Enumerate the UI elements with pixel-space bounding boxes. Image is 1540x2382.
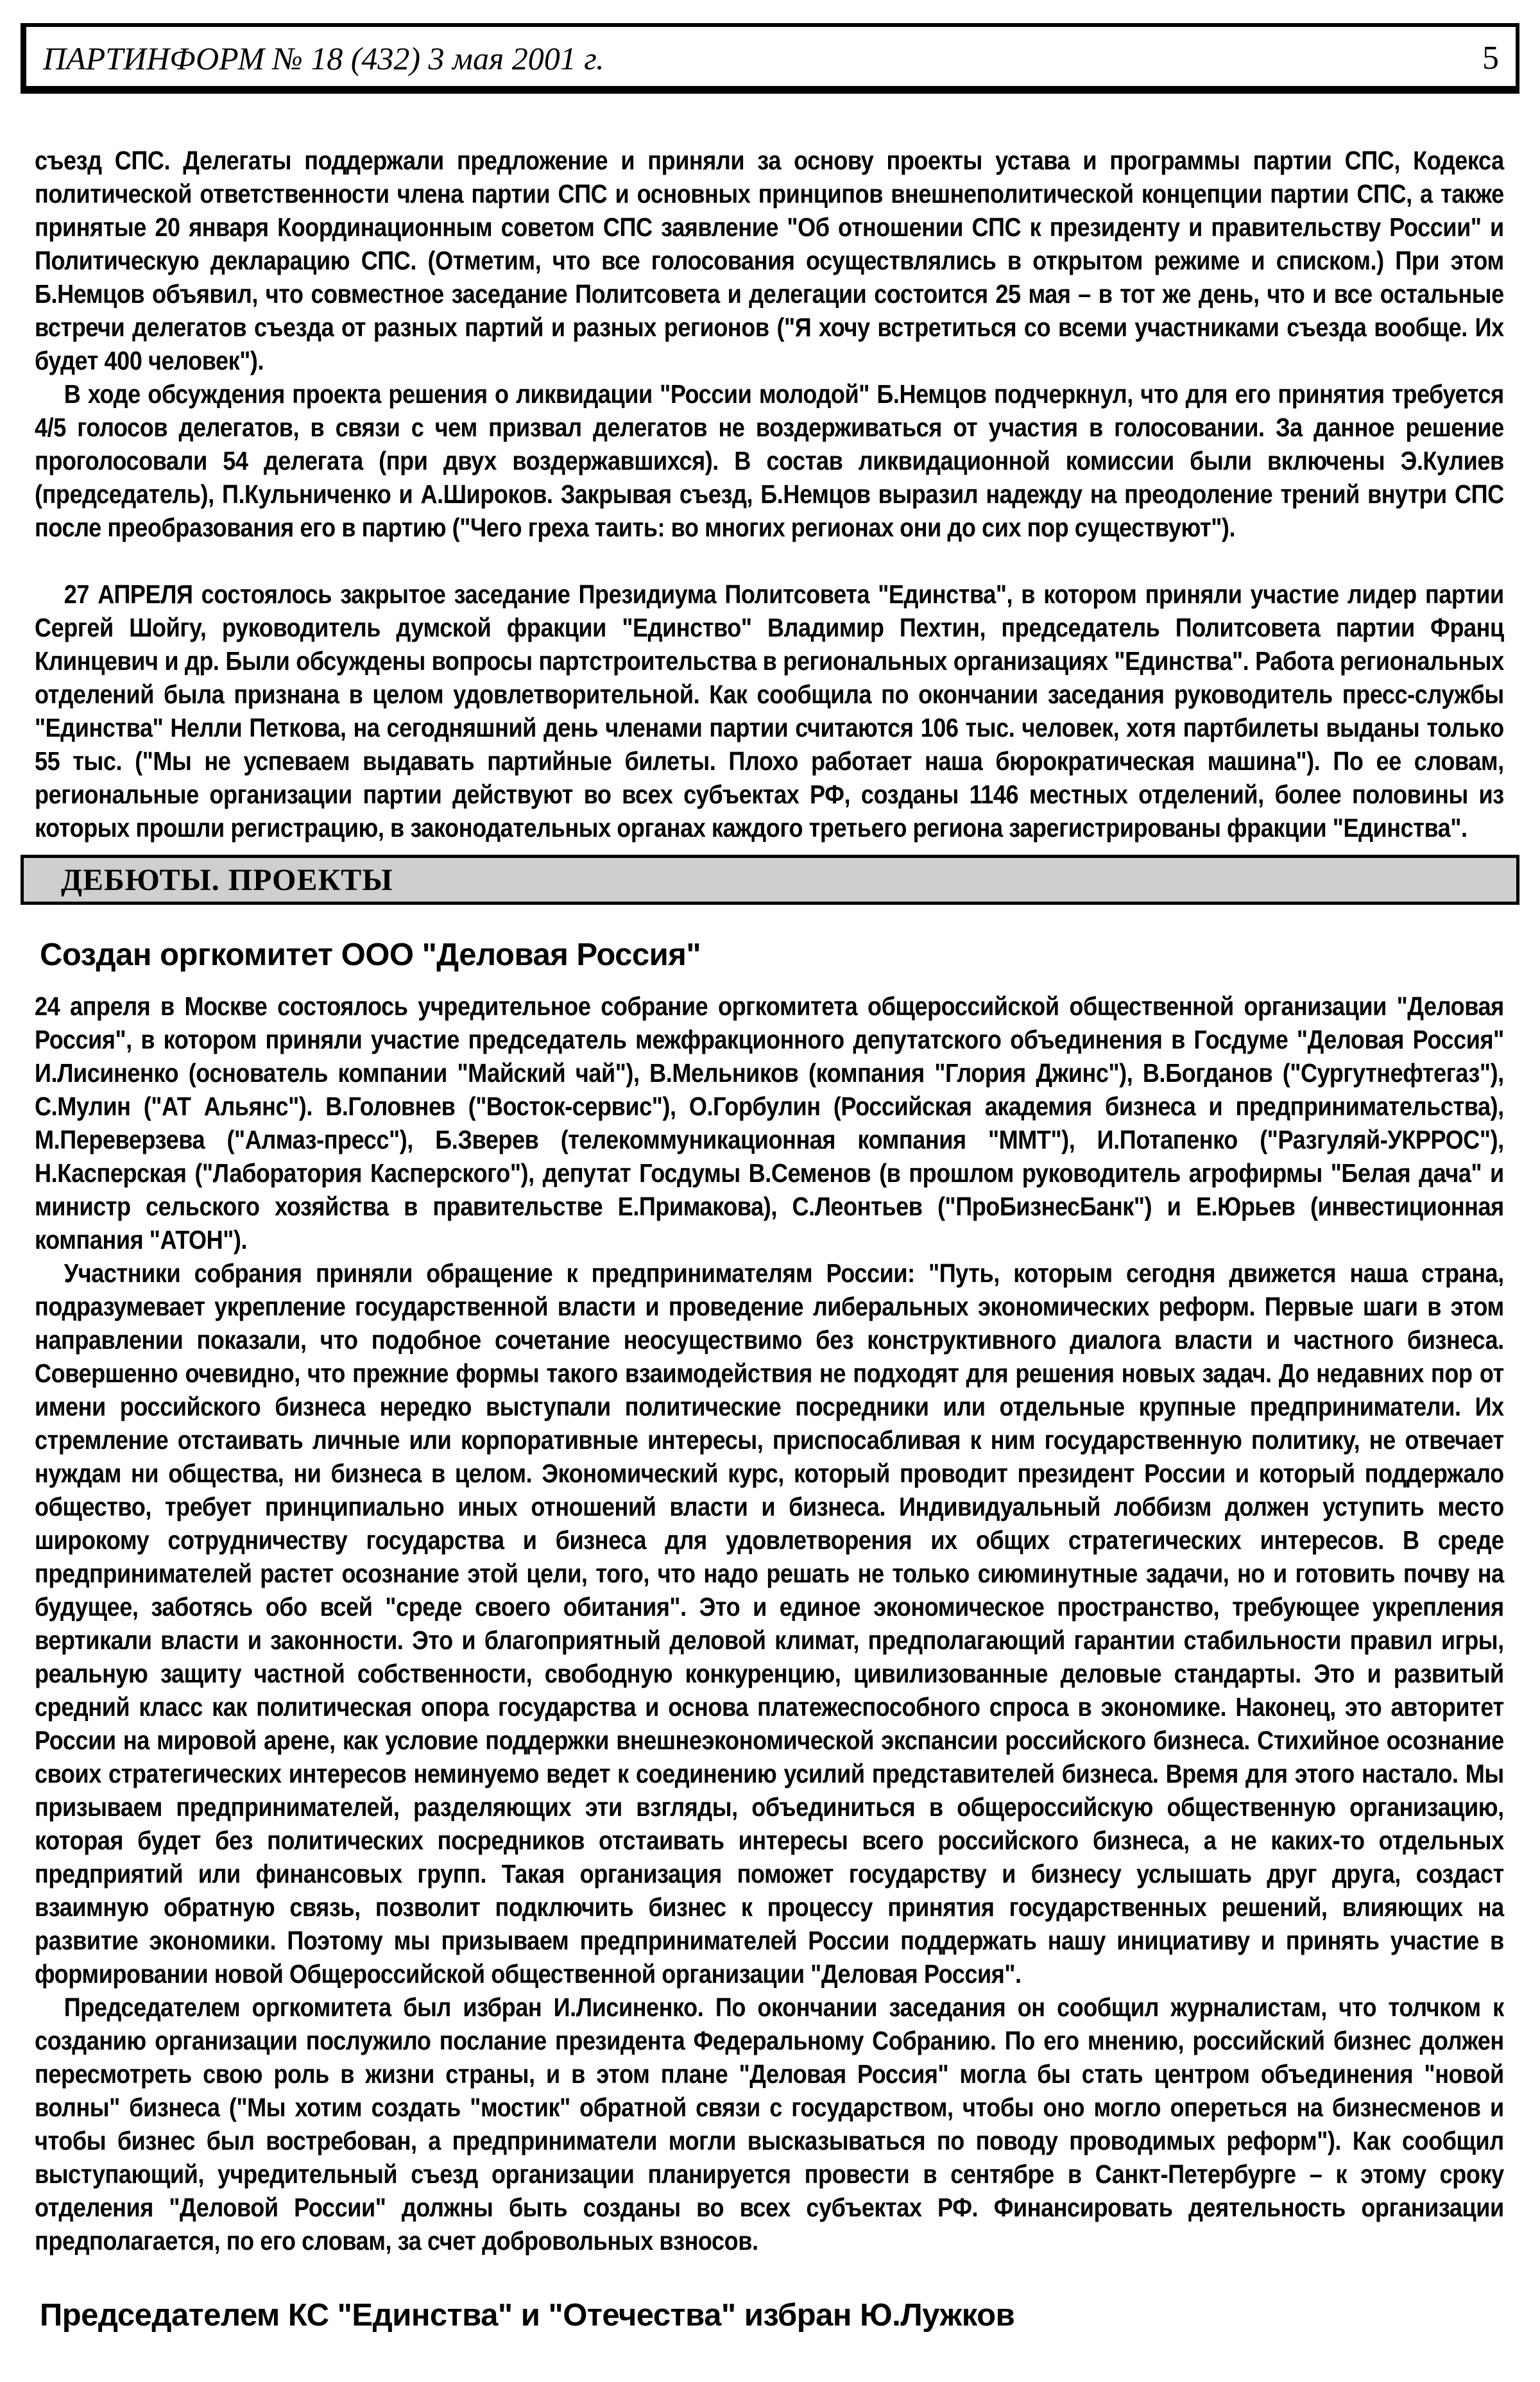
article-title-delovaya-rossiya: Создан оргкомитет ООО "Деловая Россия" [40, 938, 701, 972]
section-header-bar [21, 855, 1519, 905]
newsletter-title: ПАРТИНФОРМ № 18 (432) 3 мая 2001 г. [43, 40, 604, 76]
masthead [21, 23, 1519, 94]
page-body [35, 144, 1505, 844]
section-title: ДЕБЮТЫ. ПРОЕКТЫ [61, 862, 393, 897]
paragraph-founding-meeting: 24 апреля в Москве состоялось учредительное собрание оргкомитета общероссийской общественной организации "Деловая Россия", в котором приняли участие председатель межфракционного депутатского объединения в Госдуме "Деловая Россия" И.Лисиненко (основатель компании "Майский чай"), В.Мельников (компания "Глория Джинс"), В.Богданов ("Сургутнефтегаз"), С.Мулин ("АТ Альянс"). В.Головнев ("Восток-сервис"), О.Горбулин (Российская академия бизнеса и предпринимательства), М.Переверзева ("Алмаз-пресс"), Б.Зверев (телекоммуникационная компания "ММТ"), И.Потапенко ("Разгуляй-УКРРОС"), Н.Касперская ("Лаборатория Касперского"), депутат Госдумы В.Семенов (в прошлом руководитель агрофирмы "Белая дача" и министр сельского хозяйства в правительстве Е.Примакова), С.Леонтьев ("ПроБизнесБанк") и Е.Юрьев (инвестиционная компания "АТОН"). [35, 991, 1504, 1255]
page-number: 5 [1482, 40, 1499, 76]
article-title-luzhkov: Председателем КС "Единства" и "Отечества" избран Ю.Лужков [40, 2298, 1015, 2333]
paragraph-sps-congress: съезд СПС. Делегаты поддержали предложение и приняли за основу проекты устава и программы партии СПС, Кодекса политической ответственности члена партии СПС и основных принципов внешнеполитической концепции партии СПС, а также принятые 20 января Координационным советом СПС заявление "Об отношении СПС к президенту и правительству России" и Политическую декларацию СПС. (Отметим, что все голосования осуществлялись в открытом режиме и списком.) При этом Б.Немцов объявил, что совместное заседание Политсовета и делегации состоится 25 мая – в тот же день, что и все остальные встречи делегатов съезда от разных партий и разных регионов ("Я хочу встретиться со всеми участниками съезда вообще. Их будет 400 человек"). [35, 146, 1504, 375]
paragraph-rossiya-molodaya-liquidation: В ходе обсуждения проекта решения о ликвидации "России молодой" Б.Немцов подчеркнул, что для его принятия требуется 4/5 голосов делегатов, в связи с чем призвал делегатов не воздерживаться от участия в голосовании. За данное решение проголосовали 54 делегата (при двух воздержавшихся). В состав ликвидационной комиссии были включены Э.Кулиев (председатель), П.Кульниченко и А.Широков. Закрывая съезд, Б.Немцов выразил надежду на преодоление трений внутри СПС после преобразования его в партию ("Чего греха таить: во многих регионах они до сих пор существуют"). [35, 379, 1504, 542]
article-body [35, 990, 1505, 2258]
paragraph-lisinenko-chairman: Председателем оргкомитета был избран И.Лисиненко. По окончании заседания он сообщил журналистам, что толчком к созданию организации послужило послание президента Федеральному Собранию. По его мнению, российский бизнес должен пересмотреть свою роль в жизни страны, и в этом плане "Деловая Россия" могла бы стать центром объединения "новой волны" бизнеса ("Мы хотим создать "мостик" обратной связи с государством, чтобы оно могло опереться на бизнесменов и чтобы бизнес был востребован, а предприниматели могли высказываться по поводу проводимых реформ"). Как сообщил выступающий, учредительный съезд организации планируется провести в сентябре в Санкт-Петербурге – к этому сроку отделения "Деловой России" должны быть созданы во всех субъектах РФ. Финансировать деятельность организации предполагается, по его словам, за счет добровольных взносов. [35, 1992, 1504, 2256]
paragraph-edinstvo-presidium: 27 АПРЕЛЯ состоялось закрытое заседание Президиума Политсовета "Единства", в котором приняли участие лидер партии Сергей Шойгу, руководитель думской фракции "Единство" Владимир Пехтин, председатель Политсовета партии Франц Клинцевич и др. Были обсуждены вопросы партстроительства в региональных организациях "Единства". Работа региональных отделений была признана в целом удовлетворительной. Как сообщила по окончании заседания руководитель пресс-службы "Единства" Нелли Петкова, на сегодняшний день членами партии считаются 106 тыс. человек, хотя партбилеты выданы только 55 тыс. ("Мы не успеваем выдавать партийные билеты. Плохо работает наша бюрократическая машина"). По ее словам, региональные организации партии действуют во всех субъектах РФ, созданы 1146 местных отделений, более половины из которых прошли регистрацию, в законодательных органах каждого третьего региона зарегистрированы фракции "Единства". [35, 579, 1504, 843]
paragraph-address-to-entrepreneurs: Участники собрания приняли обращение к предпринимателям России: "Путь, которым сегодня движется наша страна, подразумевает укрепление государственной власти и проведение либеральных экономических реформ. Первые шаги в этом направлении показали, что подобное сочетание неосуществимо без конструктивного диалога власти и частного бизнеса. Совершенно очевидно, что прежние формы такого взаимодействия не подходят для решения новых задач. До недавних пор от имени российского бизнеса нередко выступали политические посредники или отдельные крупные предприниматели. Их стремление отстаивать личные или корпоративные интересы, приспосабливая к ним государственную политику, не отвечает нуждам ни общества, ни бизнеса в целом. Экономический курс, который проводит президент России и который поддержало общество, требует принципиально иных отношений власти и бизнеса. Индивидуальный лоббизм должен уступить место широкому сотрудничеству государства и бизнеса для удовлетворения их общих стратегических интересов. В среде предпринимателей растет осознание этой цели, того, что надо решать не только сиюминутные задачи, но и готовить почву на будущее, заботясь обо всей "среде своего обитания". Это и единое экономическое пространство, требующее укрепления вертикали власти и законности. Это и благоприятный деловой климат, предполагающий гарантии стабильности правил игры, реальную защиту частной собственности, свободную конкуренцию, цивилизованные деловые стандарты. Это и развитый средний класс как политическая опора государства и основа платежеспособного спроса в экономике. Наконец, это авторитет России на мировой арене, как условие поддержки внешнеэкономической экспансии российского бизнеса. Стихийное осознание своих стратегических интересов неминуемо ведет к соединению усилий представителей бизнеса. Время для этого настало. Мы призываем предпринимателей, разделяющих эти взгляды, объединиться в общероссийскую общественную организацию, которая будет без политических посредников отстаивать интересы всего российского бизнеса, а не каких-то отдельных предприятий или финансовых групп. Такая организация поможет государству и бизнесу услышать друг друга, создаст взаимную обратную связь, позволит подключить бизнес к процессу принятия государственных решений, влияющих на развитие экономики. Поэтому мы призываем предпринимателей России поддержать нашу инициативу и принять участие в формировании новой Общероссийской общественной организации "Деловая Россия". [35, 1258, 1504, 1989]
